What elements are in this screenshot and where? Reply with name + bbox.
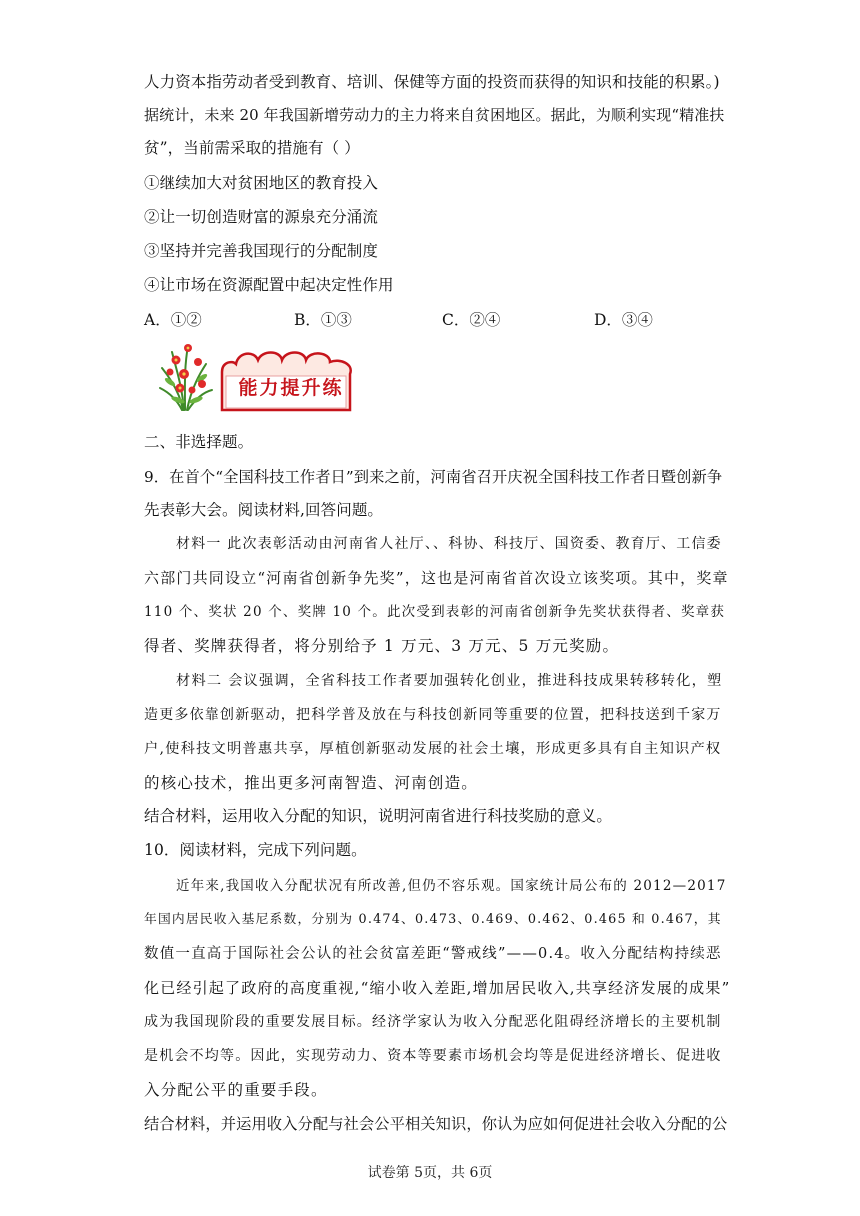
q10-paragraph-line-5: 成为我国现阶段的重要发展目标。经济学家认为收入分配恶化阻碍经济增长的主要机制 [144, 1014, 722, 1030]
q10-paragraph-line-6: 是机会不均等。因此，实现劳动力、资本等要素市场机会均等是促进经济增长、促进收 [144, 1048, 722, 1064]
q9-text-line-1: 9．在首个“全国科技工作者日”到来之前，河南省召开庆祝全国科技工作者日暨创新争 [144, 468, 723, 486]
q10-prompt: 结合材料，并运用收入分配与社会公平相关知识，你认为应如何促进社会收入分配的公 [144, 1115, 728, 1133]
section-badge [158, 338, 368, 414]
q9-material1-line-4: 得者、奖牌获得者，将分别给予 1 万元、3 万元、5 万元奖励。 [144, 637, 620, 655]
q8-options [144, 308, 730, 330]
page-footer: 试卷第 5页，共 6页 [367, 1165, 493, 1181]
q9-text-line-2: 先表彰大会。阅读材料,回答问题。 [144, 501, 384, 519]
q9-material2-line-4: 的核心技术，推出更多河南智造、河南创造。 [144, 774, 479, 792]
q9-material2-line-3: 户,使科技文明普惠共享，厚植创新驱动发展的社会土壤，形成更多具有自主知识产权 [144, 741, 722, 757]
q10-paragraph-line-1: 近年来,我国收入分配状况有所改善,但仍不容乐观。国家统计局公布的 2012—2017 [176, 878, 727, 894]
q8-item-3: ③坚持并完善我国现行的分配制度 [144, 242, 379, 260]
q8-text-line-1: 人力资本指劳动者受到教育、培训、保健等方面的投资而获得的知识和技能的积累。) [144, 73, 720, 91]
q10-paragraph-line-7: 入分配公平的重要手段。 [144, 1081, 328, 1099]
q8-text-line-2: 据统计，未来 20 年我国新增劳动力的主力将来自贫困地区。据此，为顺利实现“精准扶 [144, 106, 725, 124]
option-b[interactable]: B．①③ [294, 311, 352, 329]
q9-material2-line-2: 造更多依靠创新驱动，把科学普及放在与科技创新同等重要的位置，把科技送到千家万 [144, 707, 722, 723]
q10-paragraph-line-4: 化已经引起了政府的高度重视,“缩小收入差距,增加居民收入,共享经济发展的成果” [144, 979, 731, 997]
q8-item-1: ①继续加大对贫困地区的教育投入 [144, 174, 379, 192]
q8-text-line-3: 贫”，当前需采取的措施有（ ） [144, 139, 360, 157]
option-a[interactable]: A．①② [144, 311, 202, 329]
q10-paragraph-line-2: 年国内居民收入基尼系数，分别为 0.474、0.473、0.469、0.462、0.465 和 0.467，其 [144, 912, 722, 927]
q10-paragraph-line-3: 数值一直高于国际社会公认的社会贫富差距“警戒线”——0.4。收入分配结构持续恶 [144, 946, 722, 962]
q9-material2-line-1: 材料二 会议强调，全省科技工作者要加强转化创业，推进科技成果转移转化，塑 [176, 673, 723, 689]
q8-item-4: ④让市场在资源配置中起决定性作用 [144, 276, 394, 294]
q9-material1-line-3: 110 个、奖状 20 个、奖牌 10 个。此次受到表彰的河南省创新争先奖状获得者、奖章获 [144, 604, 726, 620]
option-d[interactable]: D．③④ [594, 311, 653, 329]
q9-material1-line-1: 材料一 此次表彰活动由河南省人社厅、、科协、科技厅、国资委、教育厅、工信委 [176, 536, 722, 552]
option-c[interactable]: C．②④ [442, 311, 501, 329]
section-2-title: 二、非选择题。 [144, 433, 254, 451]
q10-text-line-1: 10．阅读材料，完成下列问题。 [144, 841, 367, 859]
q8-item-2: ②让一切创造财富的源泉充分涌流 [144, 208, 379, 226]
q9-material1-line-2: 六部门共同设立“河南省创新争先奖”，这也是河南省首次设立该奖项。其中，奖章 [144, 569, 729, 587]
q9-prompt: 结合材料，运用收入分配的知识，说明河南省进行科技奖励的意义。 [144, 807, 613, 825]
section-badge-label: 能力提升练 [238, 377, 344, 399]
